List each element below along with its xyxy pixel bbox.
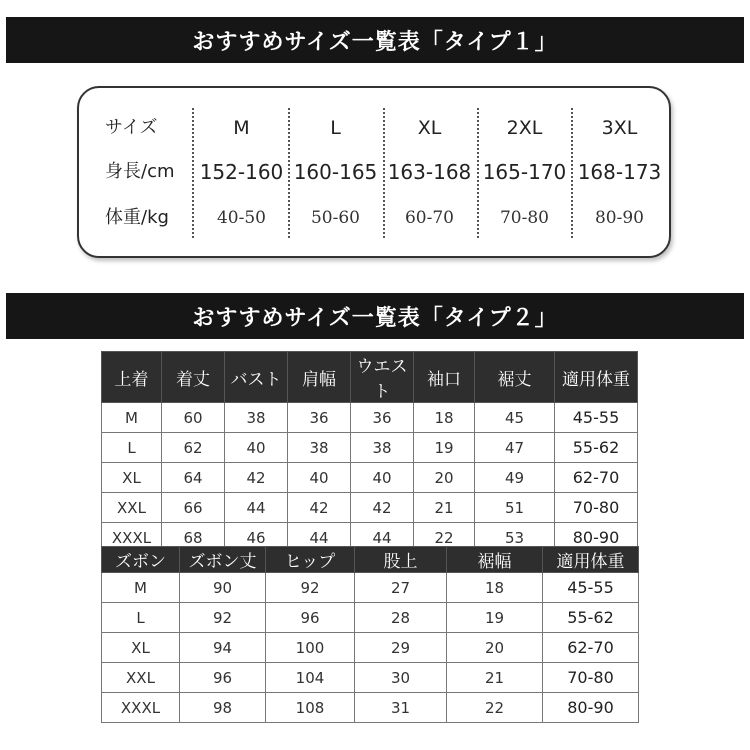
table-cell: 20 <box>414 463 475 493</box>
size-cell: 2XL <box>506 117 543 139</box>
table-cell: 44 <box>225 493 288 523</box>
table-cell: 94 <box>180 633 266 663</box>
column-header: 肩幅 <box>288 352 351 403</box>
table-cell: 68 <box>162 523 225 553</box>
column-header: ズボン丈 <box>180 547 266 573</box>
table-cell: XXXL <box>102 693 180 723</box>
table-cell: 80-90 <box>543 693 639 723</box>
table-cell: 38 <box>351 433 414 463</box>
table-cell: M <box>102 403 162 433</box>
table-cell: 18 <box>447 573 543 603</box>
size-cell: XL <box>417 117 442 139</box>
table-cell: 20 <box>447 633 543 663</box>
table-cell: 42 <box>351 493 414 523</box>
column-header: ヒップ <box>266 547 355 573</box>
column-header: ズボン <box>102 547 180 573</box>
table-cell: 45-55 <box>555 403 638 433</box>
table-cell: 90 <box>180 573 266 603</box>
height-cell: 160-165 <box>293 160 378 184</box>
table-cell: 30 <box>355 663 447 693</box>
table-cell: 60 <box>162 403 225 433</box>
table-cell: 64 <box>162 463 225 493</box>
table-header-row <box>102 352 638 403</box>
table-cell: 100 <box>266 633 355 663</box>
table-cell: XL <box>102 633 180 663</box>
column-header: 着丈 <box>162 352 225 403</box>
height-cell: 152-160 <box>199 160 284 184</box>
table-cell: 29 <box>355 633 447 663</box>
table-cell: 92 <box>266 573 355 603</box>
table-cell: 49 <box>475 463 555 493</box>
size-cell: M <box>233 117 250 139</box>
table-cell: 19 <box>414 433 475 463</box>
table-cell: L <box>102 433 162 463</box>
table-cell: 92 <box>180 603 266 633</box>
table-cell: 40 <box>225 433 288 463</box>
table-cell: 28 <box>355 603 447 633</box>
table-cell: 96 <box>180 663 266 693</box>
weight-cell: 60-70 <box>404 208 454 228</box>
table-row <box>102 463 638 493</box>
size-chart-title-type1 <box>6 17 744 63</box>
table-cell: 40 <box>288 463 351 493</box>
size-chart-title-type2 <box>6 293 744 339</box>
table-cell: 38 <box>225 403 288 433</box>
table-cell: 18 <box>414 403 475 433</box>
height-cell: 165-170 <box>482 160 567 184</box>
table-cell: 62 <box>162 433 225 463</box>
table-cell: 47 <box>475 433 555 463</box>
table-cell: 36 <box>351 403 414 433</box>
weight-cell: 40-50 <box>216 208 266 228</box>
table-cell: 22 <box>447 693 543 723</box>
size-label: サイズ <box>105 117 158 138</box>
table-row <box>102 663 639 693</box>
table-cell: 98 <box>180 693 266 723</box>
table-cell: 70-80 <box>543 663 639 693</box>
column-header: 適用体重 <box>555 352 638 403</box>
table-row <box>102 633 639 663</box>
table-cell: 22 <box>414 523 475 553</box>
table-cell: 46 <box>225 523 288 553</box>
table-cell: 36 <box>288 403 351 433</box>
table-cell: 55-62 <box>543 603 639 633</box>
height-label: 身長/cm <box>105 161 175 182</box>
column-header: 裾丈 <box>475 352 555 403</box>
table-cell: 38 <box>288 433 351 463</box>
table-header-row <box>102 547 639 573</box>
height-row <box>79 152 669 192</box>
table-cell: XXXL <box>102 523 162 553</box>
table-row <box>102 603 639 633</box>
pants-size-table <box>101 546 639 723</box>
table-cell: XXL <box>102 493 162 523</box>
column-header: 股上 <box>355 547 447 573</box>
column-header: ウエスト <box>351 352 414 403</box>
table-row <box>102 403 638 433</box>
table-cell: 42 <box>225 463 288 493</box>
table-cell: 66 <box>162 493 225 523</box>
table-cell: XXL <box>102 663 180 693</box>
table-cell: 104 <box>266 663 355 693</box>
column-header: 適用体重 <box>543 547 639 573</box>
column-header: バスト <box>225 352 288 403</box>
table-cell: 70-80 <box>555 493 638 523</box>
table-cell: 80-90 <box>555 523 638 553</box>
height-cell: 163-168 <box>387 160 472 184</box>
table-row <box>102 493 638 523</box>
table-cell: M <box>102 573 180 603</box>
banner-title-text: おすすめサイズ一覧表「タイプ２」 <box>192 304 558 331</box>
weight-cell: 50-60 <box>310 208 360 228</box>
height-cell: 168-173 <box>577 160 662 184</box>
type1-size-box <box>77 86 671 258</box>
weight-label: 体重/kg <box>105 207 169 228</box>
weight-cell: 80-90 <box>594 208 644 228</box>
table-cell: 45 <box>475 403 555 433</box>
size-cell: L <box>330 117 341 139</box>
table-row <box>102 433 638 463</box>
size-row <box>79 108 669 148</box>
table-cell: 27 <box>355 573 447 603</box>
table-cell: 42 <box>288 493 351 523</box>
table-row <box>102 693 639 723</box>
table-cell: 44 <box>351 523 414 553</box>
column-header: 裾幅 <box>447 547 543 573</box>
column-header: 袖口 <box>414 352 475 403</box>
table-cell: 55-62 <box>555 433 638 463</box>
table-row <box>102 573 639 603</box>
table-cell: 40 <box>351 463 414 493</box>
table-cell: 96 <box>266 603 355 633</box>
table-cell: 108 <box>266 693 355 723</box>
tops-size-table <box>101 351 638 553</box>
weight-row <box>79 198 669 238</box>
table-cell: 51 <box>475 493 555 523</box>
weight-cell: 70-80 <box>499 208 549 228</box>
table-cell: 45-55 <box>543 573 639 603</box>
banner-title-text: おすすめサイズ一覧表「タイプ１」 <box>192 28 558 55</box>
column-header: 上着 <box>102 352 162 403</box>
table-cell: 62-70 <box>555 463 638 493</box>
table-cell: 21 <box>447 663 543 693</box>
table-cell: 19 <box>447 603 543 633</box>
table-cell: L <box>102 603 180 633</box>
table-cell: 21 <box>414 493 475 523</box>
table-cell: 53 <box>475 523 555 553</box>
table-cell: XL <box>102 463 162 493</box>
size-cell: 3XL <box>601 117 638 139</box>
table-cell: 44 <box>288 523 351 553</box>
table-cell: 31 <box>355 693 447 723</box>
table-cell: 62-70 <box>543 633 639 663</box>
